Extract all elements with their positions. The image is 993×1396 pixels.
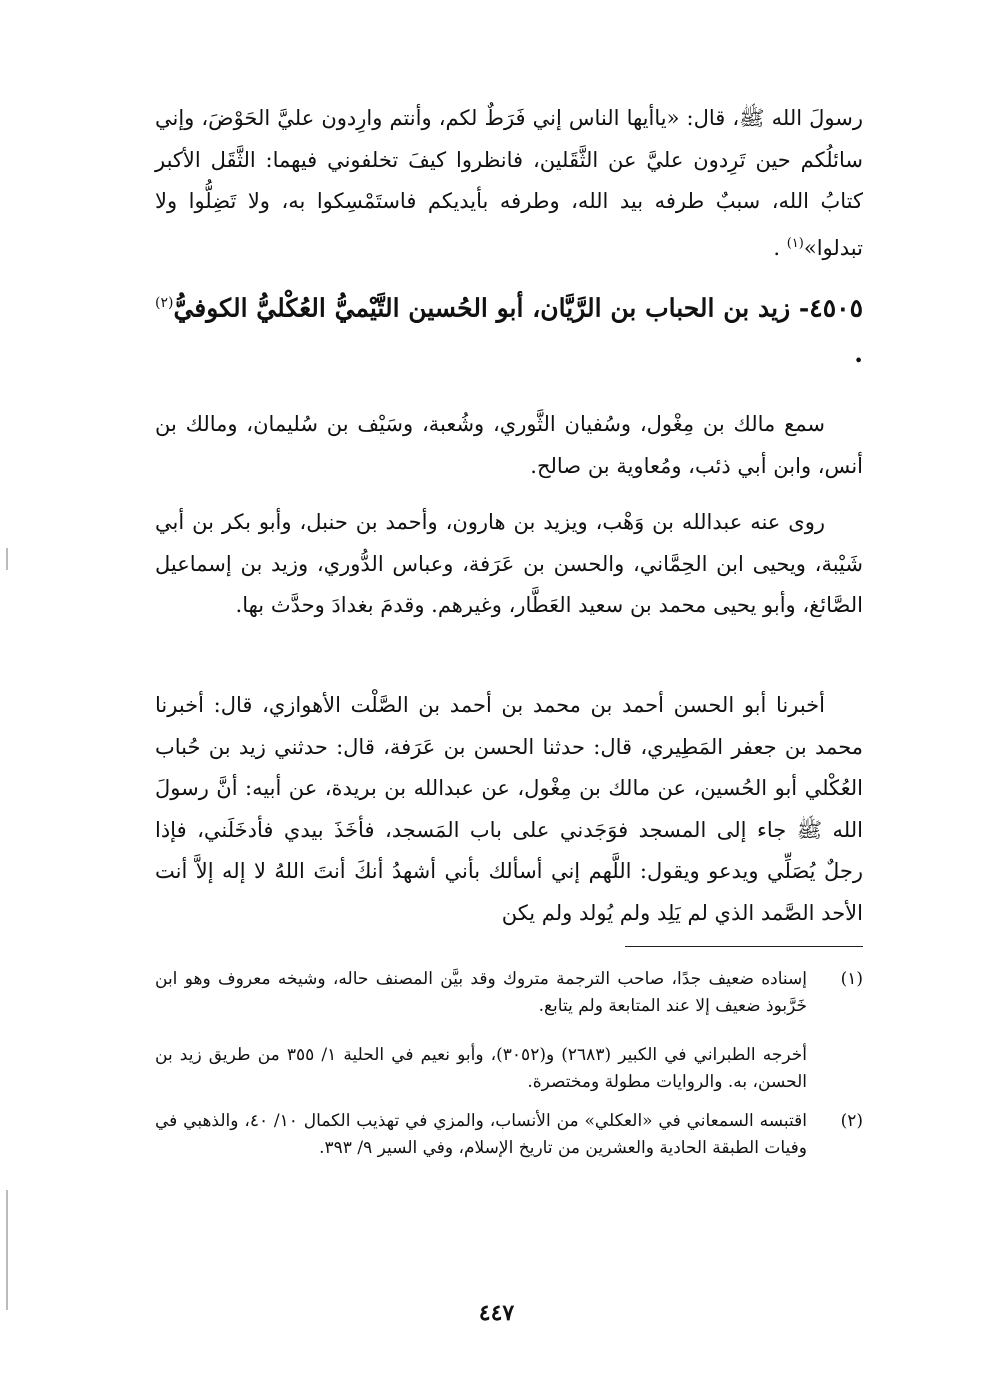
page-number: ٤٤٧ <box>478 1300 515 1326</box>
paragraph-hadith-continuation <box>155 98 863 269</box>
paragraph-4-text: أخبرنا أبو الحسن أحمد بن محمد بن أحمد بن الصَّلْت الأهوازي، قال: أخبرنا محمد بن جعفر المَطِيري، قال: حدثنا الحسن بن عَرَفة، قال: حدثني زيد بن حُباب العُكْلي أبو الحُسين، عن مالك بن مِغْول، عن عبدالله بن بريدة، عن أبيه: أنَّ رسولَ الله ﷺ جاء إلى المسجد فوَجَدني على باب المَسجد، فأخَذَ بيدي فأدخَلَني، فإذا رجلٌ يُصَلِّي ويدعو ويقول: اللَّهم إني أسألك بأني أشهدُ أنكَ أنتَ اللهُ لا إله إلاَّ أنت الأحد الصَّمد الذي لم يَلِد ولم يُولد ولم يكن <box>155 693 863 925</box>
footnote-number: (٢) <box>840 1111 863 1131</box>
footnote-1 <box>155 966 863 1020</box>
footnote-ref-1: (١) <box>786 235 804 251</box>
paragraph-3-text: روى عنه عبدالله بن وَهْب، ويزيد بن هارون، وأحمد بن حنبل، وأبو بكر بن أبي شَيْبة، ويحيى ابن الحِمَّاني، والحسن بن عَرَفة، وعباس الدُّوري، وزيد بن إسماعيل الصَّائغ، وأبو يحيى محمد بن سعيد العَطَّار، وغيرهم. وقدمَ بغدادَ وحدَّث بها. <box>155 510 863 617</box>
footnote-1-continued <box>155 1042 863 1096</box>
footnote-number: (١) <box>840 969 863 989</box>
paragraph-2-text: سمع مالك بن مِغْول، وسُفيان الثَّوري، وشُعبة، وسَيْف بن سُليمان، ومالك بن أنس، وابن أبي ذئب، ومُعاوية بن صالح. <box>155 412 863 478</box>
heading-text: ٤٥٠٥- زيد بن الحباب بن الرَّيَّان، أبو الحُسين التَّيْميُّ العُكْليُّ الكوفيُّ <box>173 293 863 323</box>
paragraph-students <box>155 502 863 627</box>
entry-heading <box>155 280 863 377</box>
footnote-text: إسناده ضعيف جدًا، صاحب الترجمة متروك وقد بيَّن المصنف حاله، وشيخه معروف وهو ابن خَرَّبوذ ضعيف إلا عند المتابعة ولم يتابع. <box>155 969 807 1016</box>
scan-edge-mark <box>6 548 8 570</box>
scan-edge-mark <box>6 1190 8 1310</box>
footnote-text: اقتبسه السمعاني في «العكلي» من الأنساب، والمزي في تهذيب الكمال ١٠/ ٤٠، والذهبي في وفيات الطبقة الحادية والعشرين من تاريخ الإسلام، وفي السير ٩/ ٣٩٣. <box>155 1111 808 1158</box>
paragraph-text <box>155 98 863 269</box>
paragraph-isnad <box>155 685 863 934</box>
heading-end: . <box>854 339 863 369</box>
paragraph-1-text: رسولَ الله ﷺ، قال: «ياأيها الناس إني فَرَطٌ لكم، وأنتم وارِدون عليَّ الحَوْضَ، وإني سائلُكم حين تَرِدون عليَّ عن الثَّقَلين، فانظروا كيفَ تخلفوني فيهما: الثَّقَل الأكبر كتابُ الله، سببٌ طرفه بيد الله، وطرفه بأيديكم فاستَمْسِكوا به، ولا تَضِلُّوا ولا تبدلوا» <box>155 106 863 260</box>
entry-heading-text <box>155 280 863 377</box>
paragraph-teachers <box>155 404 863 487</box>
footnote-text: أخرجه الطبراني في الكبير (٢٦٨٣) و(٣٠٥٢)، وأبو نعيم في الحلية ١/ ٣٥٥ من طريق زيد بن الحسن، به. والروايات مطولة ومختصرة. <box>155 1045 807 1092</box>
paragraph-1-end: . <box>773 235 787 260</box>
footnote-ref-2: (٢) <box>155 295 174 311</box>
footnote-2 <box>155 1108 863 1162</box>
footnote-separator <box>625 946 863 947</box>
